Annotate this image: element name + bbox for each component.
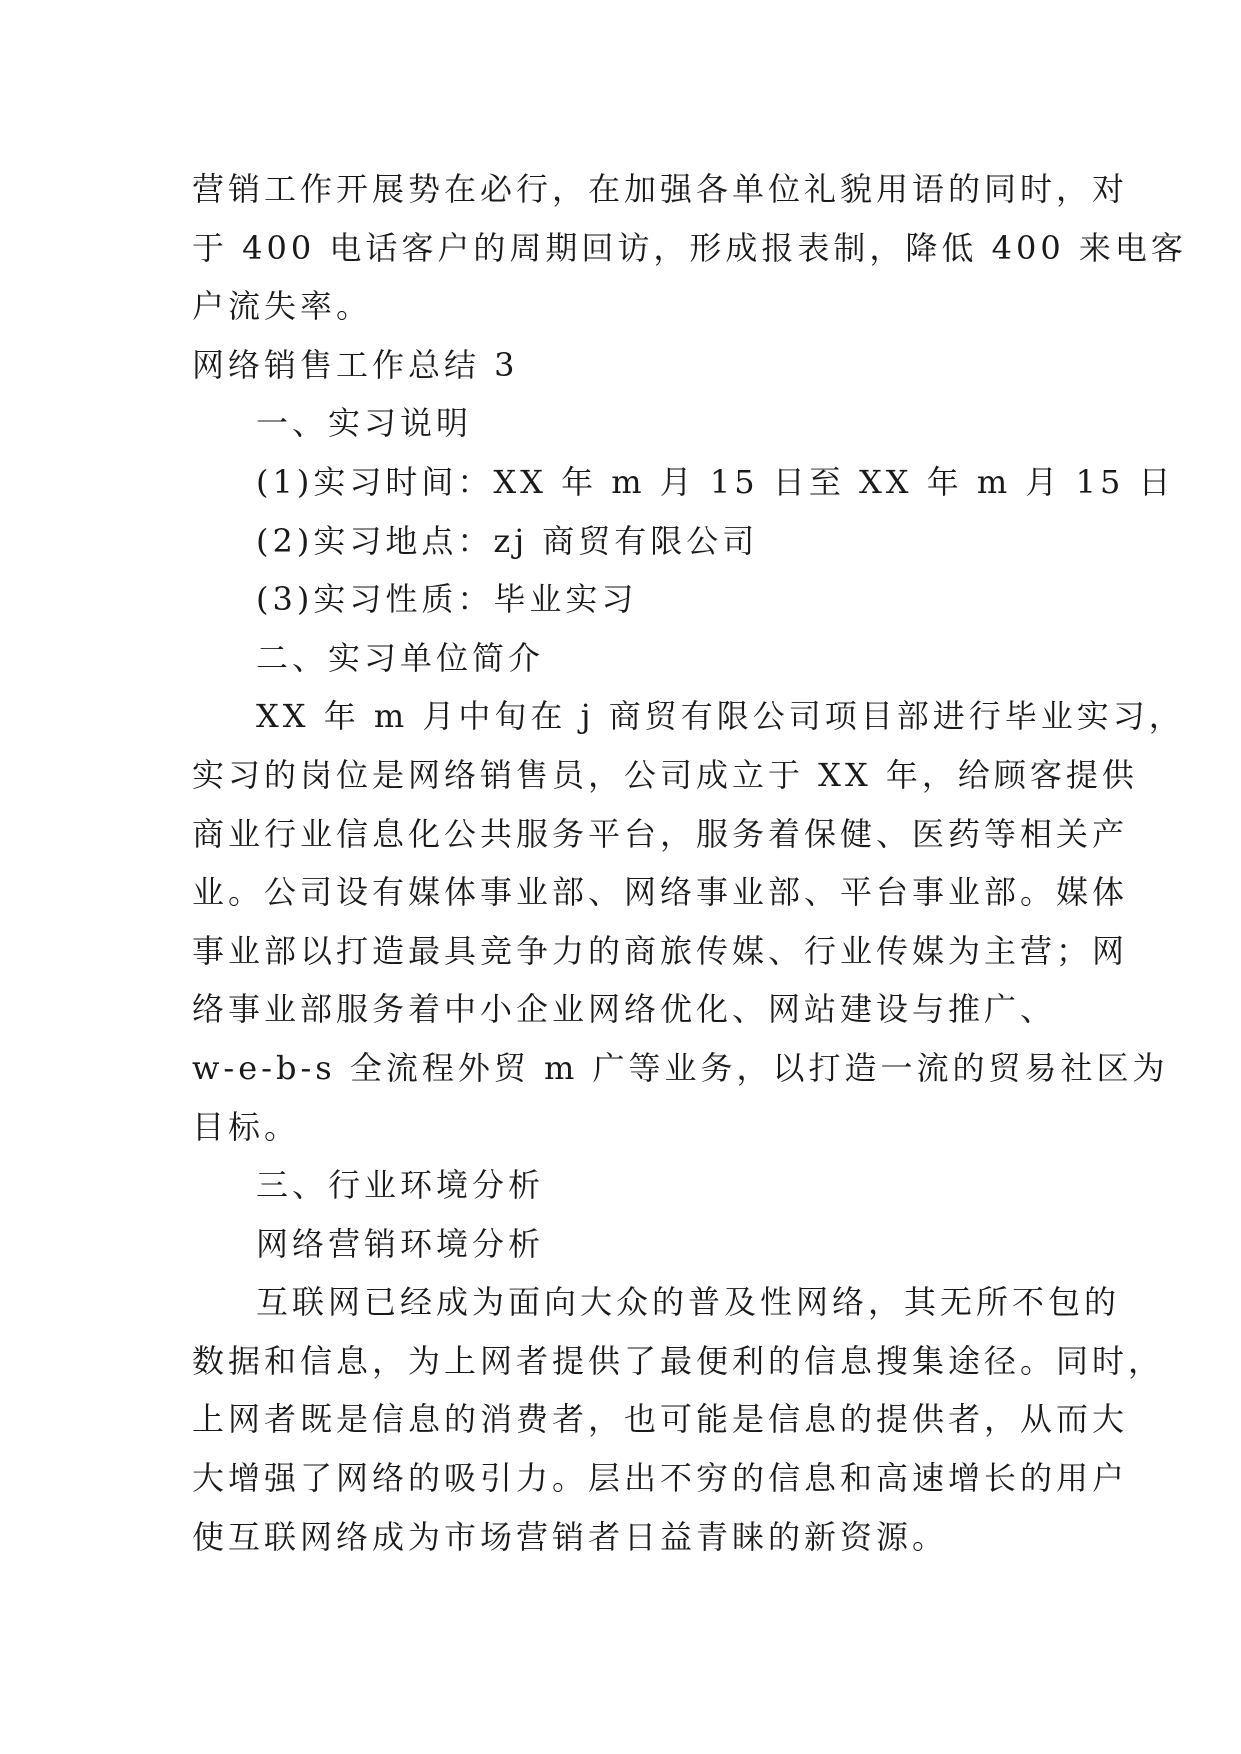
- text-line: 实习的岗位是网络销售员，公司成立于 XX 年，给顾客提供: [192, 755, 1138, 794]
- subheading-network-marketing: 网络营销环境分析: [256, 1224, 545, 1263]
- text-line: (2)实习地点：zj 商贸有限公司: [256, 521, 759, 560]
- text-line: 业。公司设有媒体事业部、网络事业部、平台事业部。媒体: [192, 873, 1129, 912]
- heading-company-intro: 二、实习单位简介: [256, 638, 545, 677]
- text-line: 事业部以打造最具竞争力的商旅传媒、行业传媒为主营；网: [192, 931, 1129, 970]
- text-line: 络事业部服务着中小企业网络优化、网站建设与推广、: [192, 990, 1057, 1029]
- text-line: 目标。: [192, 1107, 301, 1146]
- text-line: 上网者既是信息的消费者，也可能是信息的提供者，从而大: [192, 1400, 1129, 1439]
- text-line: 互联网已经成为面向大众的普及性网络，其无所不包的: [256, 1283, 1121, 1322]
- text-line: 户流失率。: [192, 287, 373, 326]
- text-line: w-e-b-s 全流程外贸 m 广等业务，以打造一流的贸易社区为: [192, 1048, 1169, 1087]
- text-line: XX 年 m 月中旬在 j 商贸有限公司项目部进行毕业实习，: [256, 697, 1185, 736]
- heading-industry-analysis: 三、行业环境分析: [256, 1166, 545, 1205]
- text-line: 数据和信息，为上网者提供了最便利的信息搜集途径。同时，: [192, 1341, 1165, 1380]
- text-line: 于 400 电话客户的周期回访，形成报表制，降低 400 来电客: [192, 228, 1187, 267]
- text-line: 营销工作开展势在必行，在加强各单位礼貌用语的同时，对: [192, 170, 1129, 208]
- text-line: (1)实习时间：XX 年 m 月 15 日至 XX 年 m 月 15 日: [256, 462, 1175, 501]
- heading-internship-description: 一、实习说明: [256, 404, 473, 443]
- text-line: 大增强了网络的吸引力。层出不穷的信息和高速增长的用户: [192, 1459, 1129, 1498]
- text-line: 商业行业信息化公共服务平台，服务着保健、医药等相关产: [192, 814, 1129, 853]
- section-title: 网络销售工作总结 3: [192, 345, 519, 384]
- document-body: [192, 160, 1187, 1566]
- text-line: 使互联网络成为市场营销者日益青睐的新资源。: [192, 1517, 949, 1556]
- text-line: (3)实习性质：毕业实习: [256, 580, 638, 619]
